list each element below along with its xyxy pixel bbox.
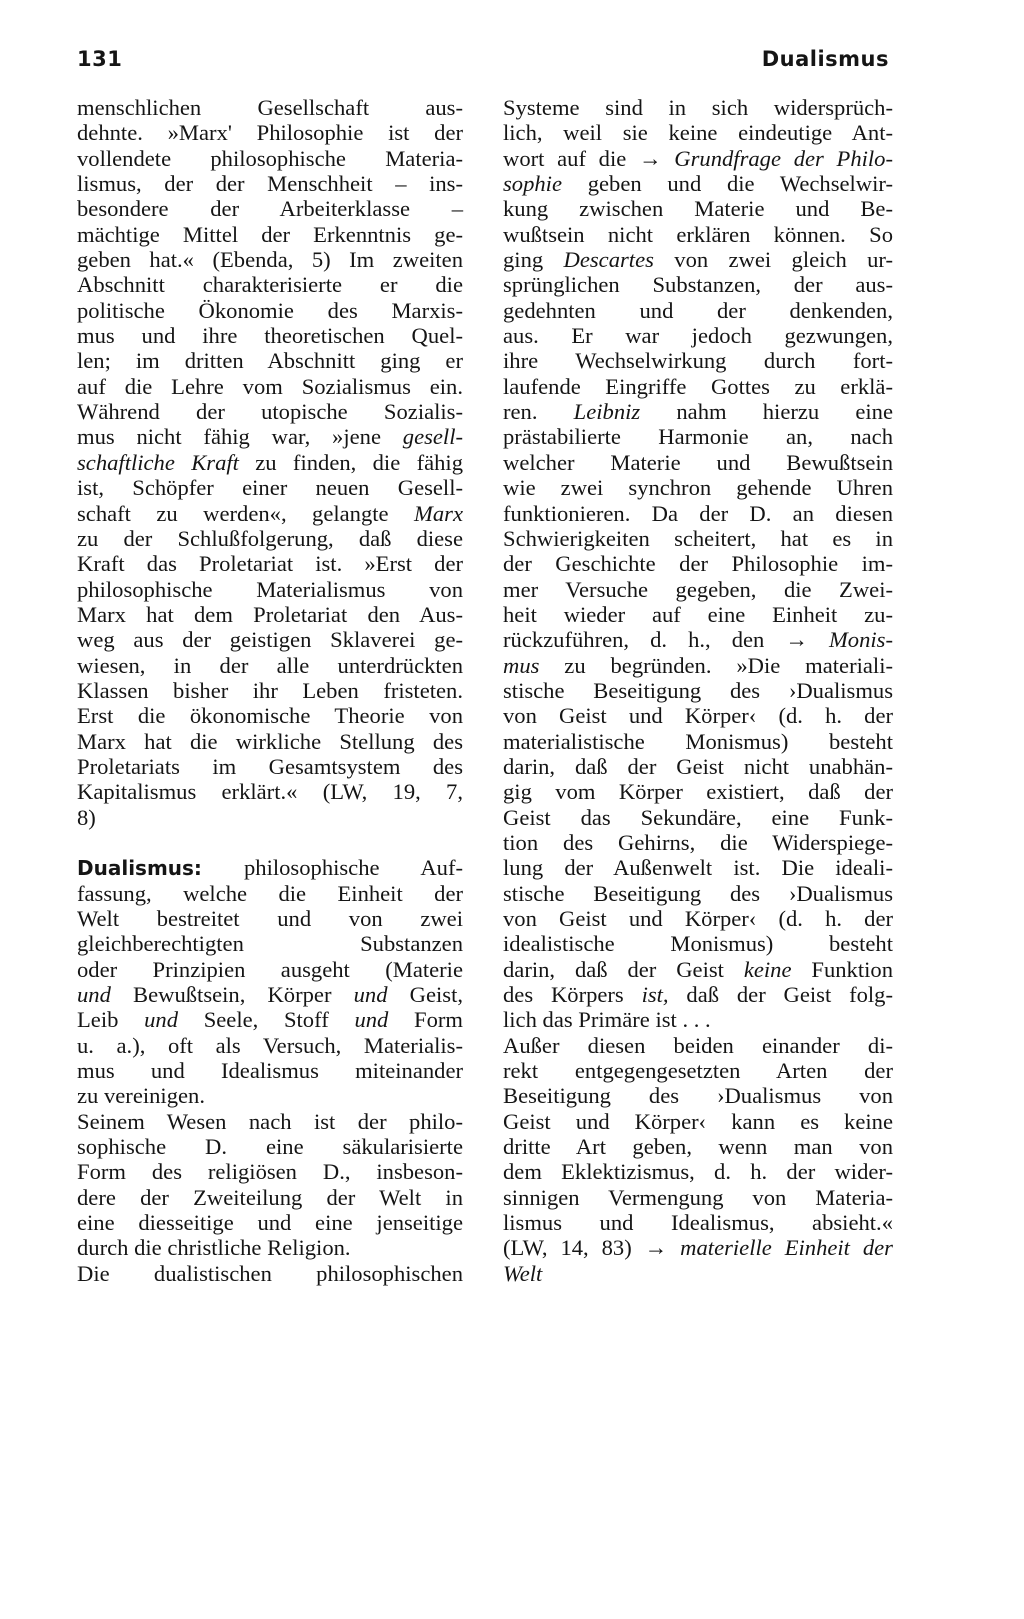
text-line: rekt entgegengesetzten Arten der (503, 1058, 893, 1084)
text-line: wie zwei synchron gehende Uhren (503, 475, 893, 501)
text-line: Klassen bisher ihr Leben fristeten. (77, 677, 463, 703)
text-line: besondere der Arbeiterklasse – (77, 196, 463, 222)
text-line: philosophische Materialismus von (77, 576, 463, 602)
text-line: Beseitigung des ›Dualismus von (503, 1083, 893, 1109)
text-line: auf die Lehre vom Sozialismus ein. (77, 373, 463, 399)
text-line: tion des Gehirns, die Widerspiege- (503, 829, 893, 855)
text-line: geben hat.« (Ebenda, 5) Im zweiten (77, 247, 463, 273)
text-line: len; im dritten Abschnitt ging er (77, 348, 463, 374)
text-line: fassung, welche die Einheit der (77, 880, 463, 906)
text-line: kung zwischen Materie und Be- (503, 196, 893, 222)
left-column (77, 95, 463, 1286)
text-line: schaftliche Kraft zu finden, die fähig (77, 449, 463, 475)
text-line: mus und ihre theoretischen Quel- (77, 323, 463, 349)
text-line: Während der utopische Sozialis- (77, 399, 463, 425)
text-line: darin, daß der Geist nicht unabhän- (503, 753, 893, 779)
text-line: oder Prinzipien ausgeht (Materie (77, 956, 463, 982)
text-line: Seinem Wesen nach ist der philo- (77, 1108, 463, 1134)
text-line: Abschnitt charakterisierte er die (77, 272, 463, 298)
text-line: materialistische Monismus) besteht (503, 728, 893, 754)
text-line: Marx hat die wirkliche Stellung des (77, 728, 463, 754)
continued-paragraph (77, 95, 463, 830)
text-line: weg aus der geistigen Sklaverei ge- (77, 627, 463, 653)
text-line: dehnte. »Marx' Philosophie ist der (77, 120, 463, 146)
text-line: lich das Primäre ist . . . (503, 1007, 711, 1033)
text-line: Systeme sind in sich widersprüch- (503, 95, 893, 120)
text-line: Kapitalismus erklärt.« (LW, 19, 7, (77, 779, 463, 805)
text-line: Welt bestreitet und von zwei (77, 906, 463, 931)
paragraph-gap (77, 830, 463, 855)
text-line: zu der Schlußfolgerung, daß diese (77, 525, 463, 551)
text-line: durch die christliche Religion. (77, 1235, 351, 1261)
text-line: lismus, der der Menschheit – ins- (77, 171, 463, 197)
entry-definition-start: philosophische Auf- (243, 855, 463, 881)
text-line: u. a.), oft als Versuch, Materialis- (77, 1032, 463, 1058)
text-line: laufende Eingriffe Gottes zu erklä- (503, 373, 893, 399)
running-title: Dualismus (761, 47, 889, 71)
page-number: 131 (77, 47, 123, 71)
entry-keyword: Dualismus: (77, 856, 202, 881)
text-line: der Geschichte der Philosophie im- (503, 551, 893, 577)
text-line: mächtige Mittel der Erkenntnis ge- (77, 221, 463, 247)
text-line: mus zu begründen. »Die materiali- (503, 652, 893, 678)
text-line: sophie geben und die Wechselwir- (503, 171, 893, 197)
text-line: Schwierigkeiten scheitert, hat es in (503, 525, 893, 551)
text-line: vollendete philosophische Materia- (77, 145, 463, 171)
text-line: stische Beseitigung des ›Dualismus (503, 880, 893, 906)
text-line: Form des religiösen D., insbeson- (77, 1159, 463, 1185)
text-line: darin, daß der Geist keine Funktion (503, 956, 893, 982)
text-line: Marx hat dem Proletariat den Aus- (77, 601, 463, 627)
entry-first-line (77, 855, 463, 880)
text-line: lismus und Idealismus, absieht.« (503, 1210, 893, 1236)
text-line: dem Eklektizismus, d. h. der wider- (503, 1159, 893, 1185)
text-line: ren. Leibniz nahm hierzu eine (503, 399, 893, 425)
text-line: des Körpers ist, daß der Geist folg- (503, 982, 893, 1008)
text-line: wort auf die → Grundfrage der Philo- (503, 145, 893, 171)
text-line: ging Descartes von zwei gleich ur- (503, 247, 894, 273)
text-line: Geist das Sekundäre, eine Funk- (503, 804, 893, 830)
text-line: mus nicht fähig war, »jene gesell- (77, 424, 463, 450)
text-line: rückzuführen, d. h., den → Monis- (503, 627, 893, 653)
text-line: prästabilierte Harmonie an, nach (503, 424, 893, 450)
text-line: funktionieren. Da der D. an diesen (503, 500, 893, 526)
text-line: Kraft das Proletariat ist. »Erst der (77, 551, 463, 577)
text-line: Erst die ökonomische Theorie von (77, 703, 463, 729)
text-line: sprünglichen Substanzen, der aus- (503, 272, 893, 298)
text-line: gedehnten und der denkenden, (503, 297, 893, 323)
text-line: menschlichen Gesellschaft aus- (77, 95, 463, 120)
text-line: zu vereinigen. (77, 1083, 205, 1109)
text-line: aus. Er war jedoch gezwungen, (503, 323, 893, 349)
text-line: Proletariats im Gesamtsystem des (77, 753, 463, 779)
text-line: und Bewußtsein, Körper und Geist, (77, 982, 463, 1008)
text-line: Leib und Seele, Stoff und Form (77, 1007, 463, 1033)
text-line: mer Versuche gegeben, die Zwei- (503, 576, 893, 602)
text-line: Welt (503, 1260, 543, 1286)
text-line: von Geist und Körper‹ (d. h. der (503, 906, 893, 931)
text-line: eine diesseitige und eine jenseitige (77, 1210, 463, 1236)
text-line: sophische D. eine säkularisierte (77, 1134, 463, 1160)
text-line: (LW, 14, 83) → materielle Einheit der (503, 1235, 893, 1261)
text-line: wußtsein nicht erklären können. So (503, 221, 893, 247)
text-line: welcher Materie und Bewußtsein (503, 449, 893, 475)
text-line: 8) (77, 804, 96, 830)
text-line: Geist und Körper‹ kann es keine (503, 1108, 893, 1134)
entry-body (77, 881, 463, 1287)
text-line: stische Beseitigung des ›Dualismus (503, 677, 893, 703)
text-line: ihre Wechselwirkung durch fort- (503, 348, 893, 374)
right-column (503, 95, 893, 1286)
text-line: mus und Idealismus miteinander (77, 1058, 463, 1084)
text-line: ist, Schöpfer einer neuen Gesell- (77, 475, 463, 501)
text-line: politische Ökonomie des Marxis- (77, 297, 463, 323)
text-line: von Geist und Körper‹ (d. h. der (503, 703, 893, 729)
text-line: gig vom Körper existiert, daß der (503, 779, 893, 805)
text-line: Die dualistischen philosophischen (77, 1260, 463, 1286)
text-line: gleichberechtigten Substanzen (77, 931, 463, 957)
text-line: dere der Zweiteilung der Welt in (77, 1184, 463, 1210)
text-line: lung der Außenwelt ist. Die ideali- (503, 855, 893, 881)
text-line: schaft zu werden«, gelangte Marx (77, 500, 463, 526)
text-line: lich, weil sie keine eindeutige Ant- (503, 120, 893, 146)
text-line: heit wieder auf eine Einheit zu- (503, 601, 893, 627)
text-line: Außer diesen beiden einander di- (503, 1032, 893, 1058)
text-line: dritte Art geben, wenn man von (503, 1134, 893, 1160)
text-line: wiesen, in der alle unterdrückten (77, 652, 463, 678)
text-line: idealistische Monismus) besteht (503, 931, 893, 957)
text-line: sinnigen Vermengung von Materia- (503, 1184, 893, 1210)
